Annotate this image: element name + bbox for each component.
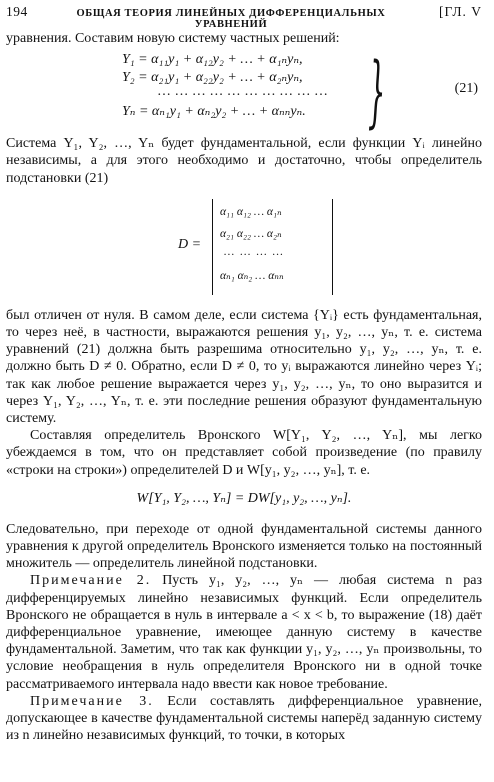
remark-3-text: Если составлять дифференциальное уравнение, допускающее в качестве фундаментальной системы наперёд заданную систему из n линейно независимых функций, то точки, в которых	[6, 693, 483, 744]
equation-number: (21)	[454, 81, 478, 97]
remark-3	[6, 693, 482, 745]
paragraph-wronskian: Составляя определитель Вронского W[Y₁, Y₂, …, Yₙ], мы легко убеждаемся в том, что он представляет собой произведение (по правилу «строки на строки») определителей D и W[y₁, y₂, …, yₙ], т. е.	[6, 428, 482, 478]
equation-21	[6, 47, 482, 138]
remark-2	[6, 572, 482, 692]
remark-3-label: Примечание 3.	[30, 693, 154, 709]
paragraph-consequence: Следовательно, при переходе от одной фундаментальной системы данного уравнения к другой определитель Вронского изменяется только на постоянный множитель — определитель линейной подстановки.	[6, 521, 482, 572]
determinant-right-bar-icon	[332, 199, 333, 295]
determinant-row-1: α₁₁ α₁₂ … α₁ₙ	[220, 205, 282, 218]
equation-row-n: Yₙ = αₙ₁y₁ + αₙ₂y₂ + … + αₙₙyₙ.	[122, 104, 306, 120]
paragraph-system: Система Y₁, Y₂, …, Yₙ будет фундаментальной, если функции Yᵢ линейно независимы, а для этого необходимо и достаточно, чтобы определитель подстановки (21)	[6, 136, 482, 186]
equation-dots: …………………………	[158, 84, 333, 100]
equation-row-2: Y₂ = α₂₁y₁ + α₂₂y₂ + … + α₂ₙyₙ,	[122, 70, 303, 86]
paragraph-intro: уравнения. Составим новую систему частных решений:	[6, 31, 340, 46]
determinant-d	[6, 193, 482, 303]
page-number: 194	[6, 4, 28, 19]
chapter-marker: [ГЛ. V	[439, 4, 482, 19]
remark-2-text: Пусть y₁, y₂, …, yₙ — любая система n раз дифференцируемых линейно независимых функций. Если определитель Вронского не обращается в нуль в интервале a < x < b, то выражение (18) даёт дифференциальное уравнение, имеющее данную систему в качестве фундаментальной. Заметим, что так как функции y₁, y₂, …, yₙ произвольны, то условие необращения в нуль определителя Вронского ни в одной точке рассматриваемого интервала надо ввести как новое требование.	[6, 573, 483, 692]
wronskian-identity: W[Y₁, Y₂, …, Yₙ] = DW[y₁, y₂, …, yₙ].	[136, 490, 352, 506]
remark-2-label: Примечание 2.	[30, 573, 152, 589]
determinant-lhs: D =	[178, 236, 202, 252]
determinant-row-n: αₙ₁ αₙ₂ … αₙₙ	[220, 269, 284, 282]
determinant-row-2: α₂₁ α₂₂ … α₂ₙ	[220, 227, 282, 240]
right-brace-icon: }	[368, 47, 386, 138]
determinant-left-bar-icon	[212, 199, 213, 295]
running-header	[6, 4, 482, 30]
equation-row-1: Y₁ = α₁₁y₁ + α₁₂y₂ + … + α₁ₙyₙ,	[122, 52, 303, 68]
paragraph-proof: был отличен от нуля. В самом деле, если система {Yᵢ} есть фундаментальная, то через неё, в частности, выражаются решения y₁, y₂, …, yₙ, т. е. система уравнений (21) должна быть разрешима относительно y₁, y₂, …, yₙ, т. е. должно быть D ≠ 0. Обратно, если D ≠ 0, то yᵢ выражаются линейно через Yᵢ; так как любое решение выражается через y₁, y₂, …, yₙ, то оно выразится и через Y₁, Y₂, …, Yₙ, т. е. эти последние решения образуют фундаментальную систему.	[6, 307, 482, 427]
running-title: ОБЩАЯ ТЕОРИЯ ЛИНЕЙНЫХ ДИФФЕРЕНЦИАЛЬНЫХ УРАВНЕНИЙ	[76, 8, 386, 30]
determinant-dots: …………	[224, 245, 289, 258]
